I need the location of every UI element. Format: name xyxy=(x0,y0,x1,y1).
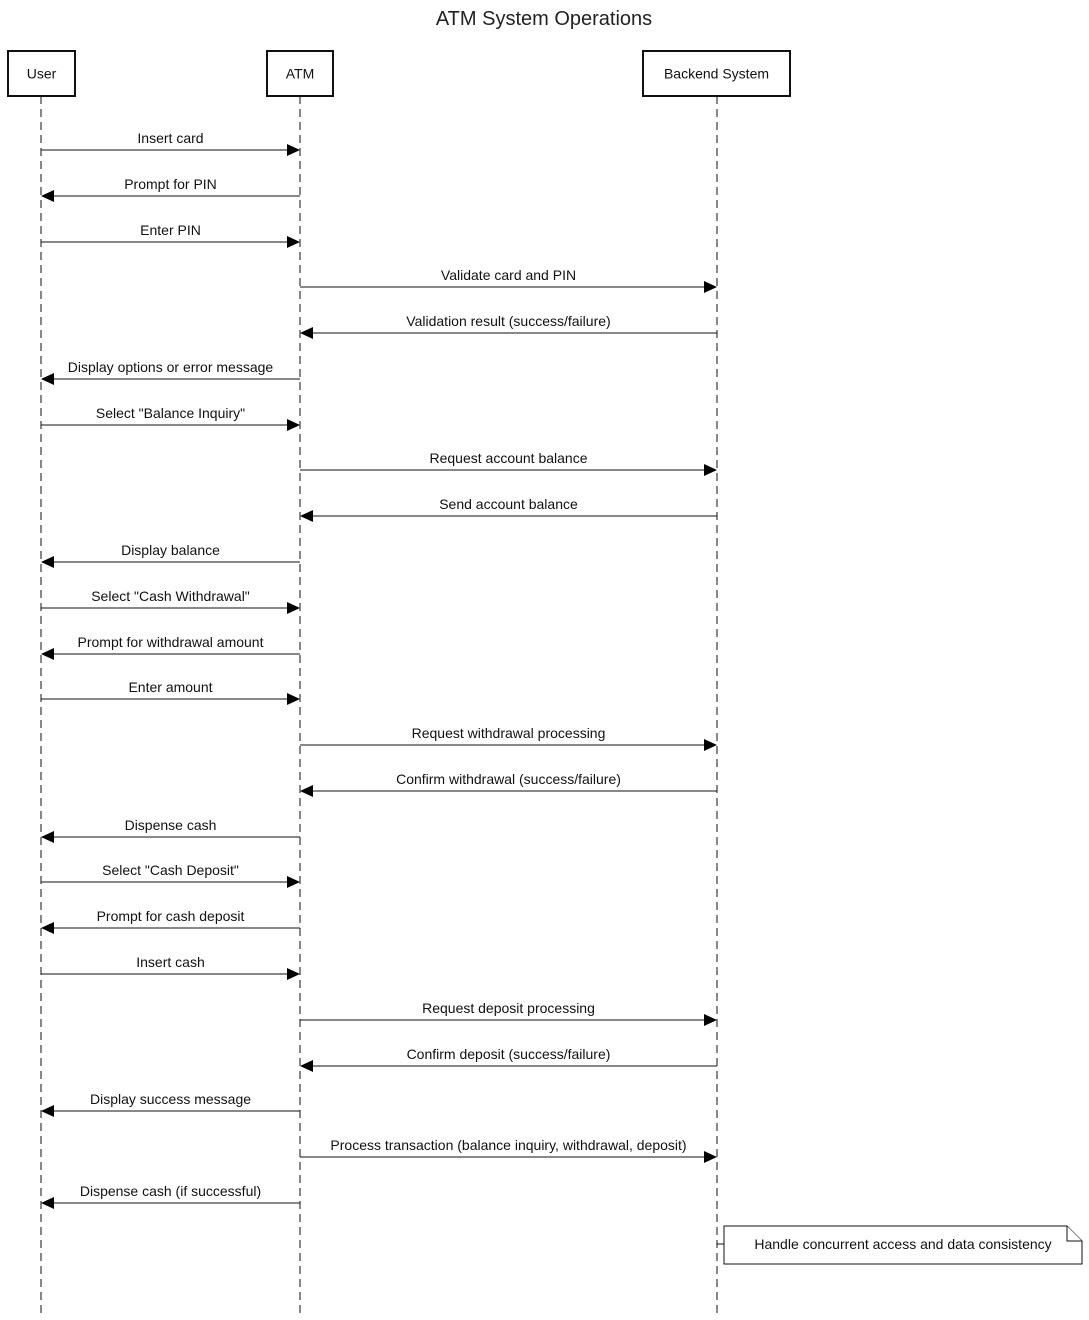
message-label: Insert cash xyxy=(136,954,205,970)
message-arrowhead xyxy=(287,236,300,248)
message-arrowhead xyxy=(287,693,300,705)
message-20 xyxy=(300,1000,717,1026)
message-label: Dispense cash xyxy=(124,817,217,833)
message-8 xyxy=(300,450,717,476)
message-arrowhead xyxy=(300,327,313,339)
message-label: Prompt for PIN xyxy=(124,176,217,192)
message-2 xyxy=(41,176,300,202)
message-label: Request account balance xyxy=(429,450,588,466)
message-label: Insert card xyxy=(137,130,204,146)
message-19 xyxy=(41,954,300,980)
message-label: Request withdrawal processing xyxy=(411,725,606,741)
message-arrowhead xyxy=(704,464,717,476)
message-17 xyxy=(41,862,300,888)
message-arrowhead xyxy=(287,602,300,614)
message-label: Display balance xyxy=(121,542,220,558)
messages xyxy=(41,130,717,1209)
participant-label-atm: ATM xyxy=(285,65,315,82)
diagram-title: ATM System Operations xyxy=(435,8,653,30)
message-21 xyxy=(300,1046,717,1072)
message-6 xyxy=(41,359,300,385)
message-18 xyxy=(41,908,300,934)
message-arrowhead xyxy=(287,968,300,980)
message-arrowhead xyxy=(41,556,54,568)
message-9 xyxy=(300,496,717,522)
note xyxy=(717,1226,1082,1264)
participant-backend xyxy=(643,51,790,96)
participant-atm xyxy=(267,51,333,96)
message-arrowhead xyxy=(704,281,717,293)
message-22 xyxy=(41,1091,300,1117)
participant-user xyxy=(8,51,75,96)
message-11 xyxy=(41,588,300,614)
message-label: Enter amount xyxy=(128,679,213,695)
message-label: Send account balance xyxy=(439,496,578,512)
message-arrowhead xyxy=(300,510,313,522)
message-label: Validation result (success/failure) xyxy=(406,313,611,329)
message-4 xyxy=(300,267,717,293)
message-label: Process transaction (balance inquiry, withdrawal, deposit) xyxy=(330,1137,687,1153)
participant-label-user: User xyxy=(26,65,57,82)
message-label: Select "Cash Withdrawal" xyxy=(91,588,250,604)
message-arrowhead xyxy=(300,785,313,797)
message-10 xyxy=(41,542,300,568)
message-arrowhead xyxy=(41,922,54,934)
message-label: Request deposit processing xyxy=(422,1000,595,1016)
message-arrowhead xyxy=(300,1060,313,1072)
message-label: Select "Balance Inquiry" xyxy=(95,405,246,421)
message-arrowhead xyxy=(704,1151,717,1163)
message-14 xyxy=(300,725,717,751)
message-label: Confirm withdrawal (success/failure) xyxy=(396,771,621,787)
message-arrowhead xyxy=(41,1105,54,1117)
message-arrowhead xyxy=(41,648,54,660)
message-3 xyxy=(41,222,300,248)
message-24 xyxy=(41,1183,300,1209)
message-label: Display success message xyxy=(89,1091,252,1107)
message-label: Select "Cash Deposit" xyxy=(102,862,239,878)
message-label: Enter PIN xyxy=(140,222,201,238)
message-1 xyxy=(41,130,300,156)
message-arrowhead xyxy=(41,1197,54,1209)
message-15 xyxy=(300,771,717,797)
participants xyxy=(8,51,790,96)
message-7 xyxy=(41,405,300,431)
message-label: Prompt for cash deposit xyxy=(96,908,245,924)
message-label: Validate card and PIN xyxy=(440,267,577,283)
message-arrowhead xyxy=(287,419,300,431)
message-arrowhead xyxy=(41,373,54,385)
note-fold xyxy=(1067,1226,1082,1241)
message-arrowhead xyxy=(704,739,717,751)
message-arrowhead xyxy=(41,190,54,202)
message-label: Prompt for withdrawal amount xyxy=(77,634,264,650)
message-5 xyxy=(300,313,717,339)
message-label: Dispense cash (if successful) xyxy=(79,1183,262,1199)
message-arrowhead xyxy=(287,144,300,156)
message-12 xyxy=(41,634,300,660)
message-label: Confirm deposit (success/failure) xyxy=(406,1046,611,1062)
message-23 xyxy=(300,1137,717,1163)
message-arrowhead xyxy=(704,1014,717,1026)
message-arrowhead xyxy=(41,831,54,843)
participant-label-backend: Backend System xyxy=(663,65,770,82)
lifelines xyxy=(41,96,717,1316)
message-label: Display options or error message xyxy=(67,359,274,375)
message-16 xyxy=(41,817,300,843)
message-13 xyxy=(41,679,300,705)
note-text: Handle concurrent access and data consistency xyxy=(754,1236,1052,1252)
message-arrowhead xyxy=(287,876,300,888)
